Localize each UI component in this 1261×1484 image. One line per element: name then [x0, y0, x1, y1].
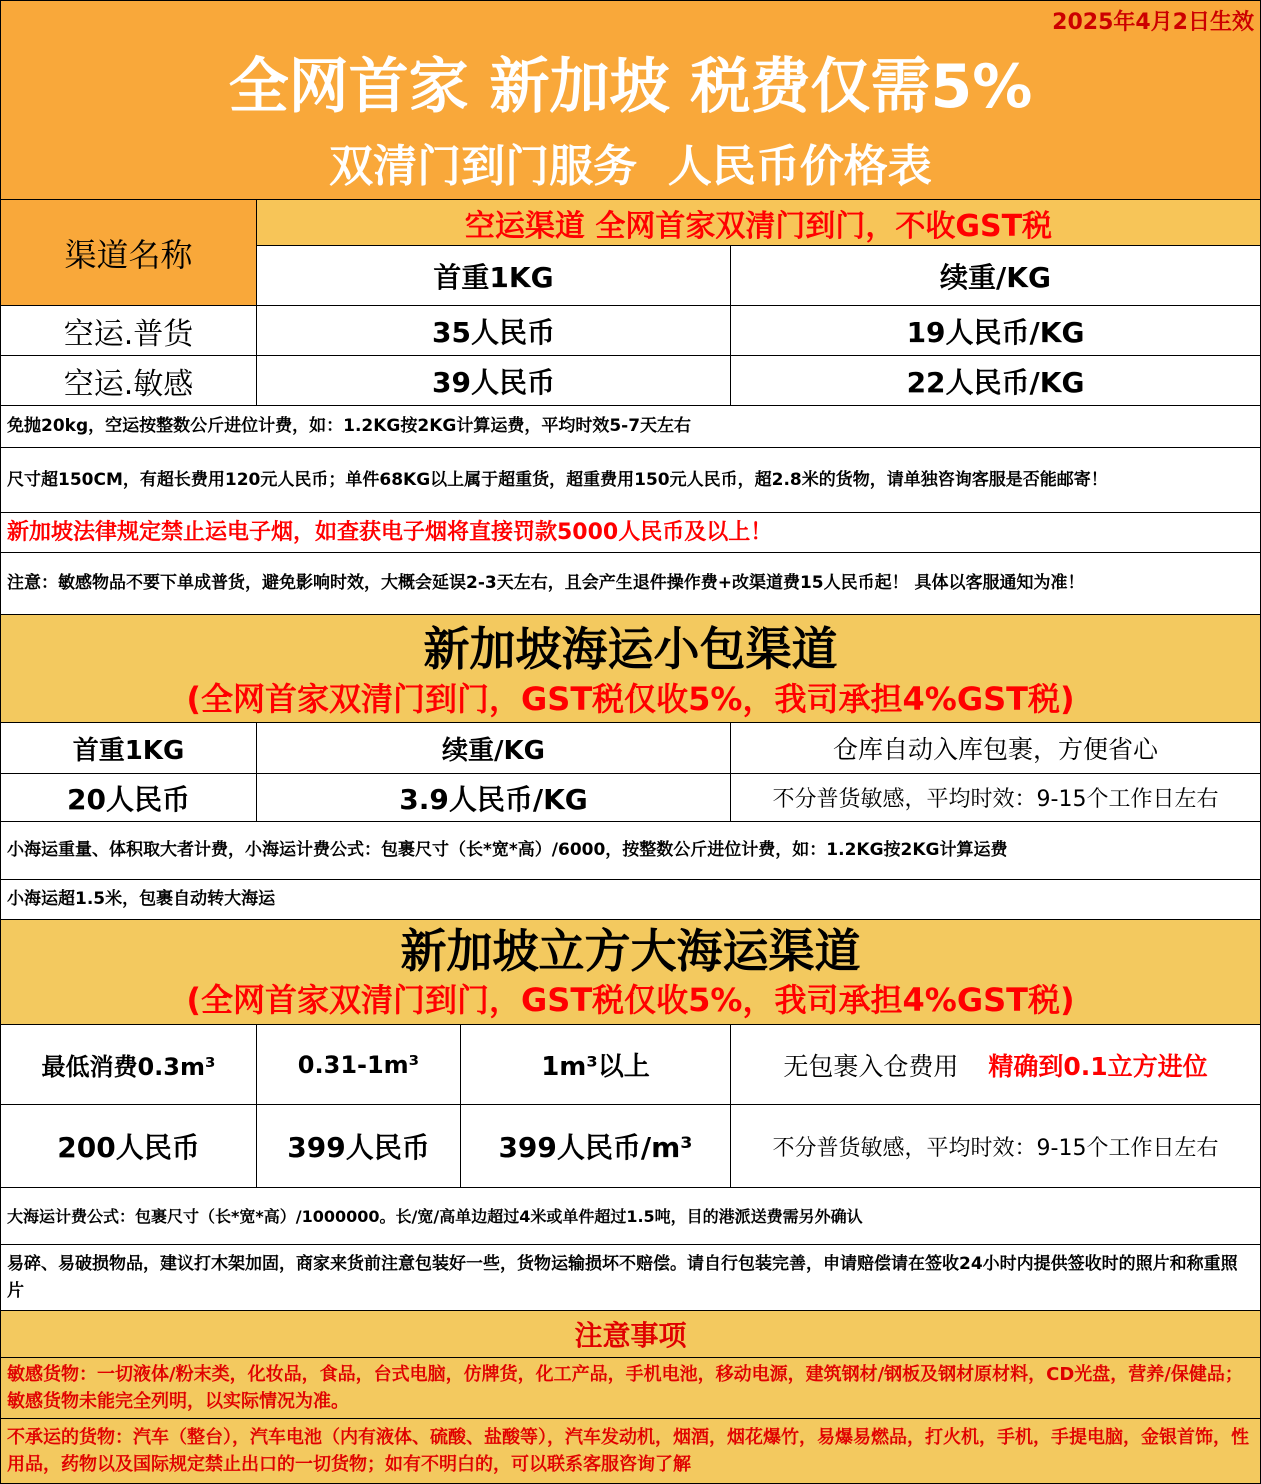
main-title: 全网首家 新加坡 税费仅需5% — [228, 52, 1033, 122]
sea-big-note — [0, 1245, 1261, 1311]
air-first-price: 39人民币 — [256, 356, 730, 405]
sea-big-note-text: 易碎、易破损物品，建议打木架加固，商家来货前注意包装好一些，货物运输损坏不赔偿。请自行包装完善，申请赔偿请在签收24小时内提供签收时的照片和称重照片 — [7, 1253, 1238, 1301]
sea-big-col-note — [730, 1025, 1260, 1104]
table-row — [0, 356, 1261, 406]
sea-big-note-text: 大海运计费公式：包裹尺寸（长*宽*高）/1000000。长/宽/高单边超过4米或单件超过1.5吨，目的港派送费需另外确认 — [7, 1206, 863, 1226]
table-row — [0, 774, 1261, 822]
sea-small-note — [0, 880, 1261, 920]
air-note — [0, 448, 1261, 513]
sea-small-note-text: 小海运重量、体积取大者计费，小海运计费公式：包裹尺寸（长*宽*高）/6000，按整数公斤进位计费，如：1.2KG按2KG计算运费 — [7, 840, 1008, 860]
sea-big-min-price: 200人民币 — [57, 1131, 200, 1164]
sea-big-col-row — [0, 1025, 1261, 1105]
air-col-first: 首重1KG — [256, 245, 730, 305]
channel-name-label: 渠道名称 — [1, 200, 256, 305]
effective-date: 2025年4月2日生效 — [1052, 10, 1254, 35]
air-header — [0, 200, 1261, 306]
sensitive-goods-note — [0, 1358, 1261, 1419]
prohibited-goods-note — [0, 1419, 1261, 1484]
sea-small-note — [0, 822, 1261, 880]
sea-big-col-min: 最低消费0.3m³ — [41, 1053, 216, 1081]
notice-header — [0, 1311, 1261, 1358]
sea-big-col-over: 1m³以上 — [460, 1025, 730, 1104]
air-col-extra: 续重/KG — [730, 245, 1260, 305]
no-warehouse-fee: 无包裹入仓费用 — [783, 1051, 959, 1081]
air-name: 空运.普货 — [63, 316, 194, 352]
air-first-price: 35人民币 — [256, 306, 730, 355]
sea-big-title: 新加坡立方大海运渠道 — [400, 924, 861, 978]
sea-big-over-price: 399人民币/m³ — [460, 1105, 730, 1187]
sea-small-extra-price: 3.9人民币/KG — [256, 774, 730, 821]
sea-big-header — [0, 920, 1261, 1025]
rounding-rule: 精确到0.1立方进位 — [988, 1051, 1208, 1081]
sea-small-title: 新加坡海运小包渠道 — [423, 622, 838, 676]
sea-small-first-price: 20人民币 — [67, 782, 190, 816]
air-name: 空运.敏感 — [63, 366, 194, 402]
air-note-text: 免抛20kg，空运按整数公斤进位计费，如：1.2KG按2KG计算运费，平均时效5-7天左右 — [7, 416, 692, 436]
sea-big-note — [0, 1188, 1261, 1245]
prohibited-goods-text: 不承运的货物：汽车（整台），汽车电池（内有液体、硫酸、盐酸等），汽车发动机，烟酒，烟花爆竹，易爆易燃品，打火机，手机，手提电脑，金银首饰，性用品，药物以及国际规定禁止出口的一切货物；如有不明白的，可以联系客服咨询了解 — [7, 1427, 1249, 1475]
sea-big-col-mid: 0.31-1m³ — [256, 1025, 460, 1104]
air-note — [0, 406, 1261, 448]
header — [0, 0, 1261, 200]
sea-small-note-text: 小海运超1.5米，包裹自动转大海运 — [7, 889, 276, 909]
main-subtitle: 双清门到门服务 人民币价格表 — [329, 141, 932, 192]
sea-small-col-extra: 续重/KG — [256, 723, 730, 773]
sea-small-col-row — [0, 723, 1261, 774]
sea-small-col-first: 首重1KG — [72, 735, 185, 766]
air-extra-price: 22人民币/KG — [730, 356, 1260, 405]
sea-big-subtitle: (全网首家双清门到门，GST税仅收5%，我司承担4%GST税) — [186, 981, 1075, 1019]
sea-small-col-note: 仓库自动入库包裹，方便省心 — [730, 723, 1260, 773]
table-row — [0, 306, 1261, 356]
air-extra-price: 19人民币/KG — [730, 306, 1260, 355]
sea-small-header — [0, 615, 1261, 723]
air-note — [0, 553, 1261, 615]
air-note-text: 注意：敏感物品不要下单成普货，避免影响时效，大概会延误2-3天左右，且会产生退件操作费+改渠道费15人民币起！ 具体以客服通知为准！ — [7, 573, 1085, 593]
notice-title: 注意事项 — [574, 1319, 687, 1352]
sensitive-goods-text: 敏感货物：一切液体/粉末类，化妆品，食品，台式电脑，仿牌货，化工产品，手机电池，移动电源，建筑钢材/钢板及钢材原材料，CD光盘，营养/保健品；敏感货物未能完全列明，以实际情况为准。 — [7, 1364, 1243, 1412]
air-banner: 空运渠道 全网首家双清门到门，不收GST税 — [256, 200, 1260, 245]
e-cigarette-warning — [0, 513, 1261, 553]
sea-big-mid-price: 399人民币 — [256, 1105, 460, 1187]
sea-small-subtitle: (全网首家双清门到门，GST税仅收5%，我司承担4%GST税) — [186, 680, 1075, 718]
sea-small-delivery-time: 不分普货敏感，平均时效：9-15个工作日左右 — [730, 774, 1260, 821]
sea-big-delivery-time: 不分普货敏感，平均时效：9-15个工作日左右 — [730, 1105, 1260, 1187]
table-row — [0, 1105, 1261, 1188]
air-note-text: 尺寸超150CM，有超长费用120元人民币；单件68KG以上属于超重货，超重费用150元人民币，超2.8米的货物，请单独咨询客服是否能邮寄！ — [7, 469, 1108, 490]
air-note-text: 新加坡法律规定禁止运电子烟，如查获电子烟将直接罚款5000人民币及以上！ — [7, 520, 773, 545]
